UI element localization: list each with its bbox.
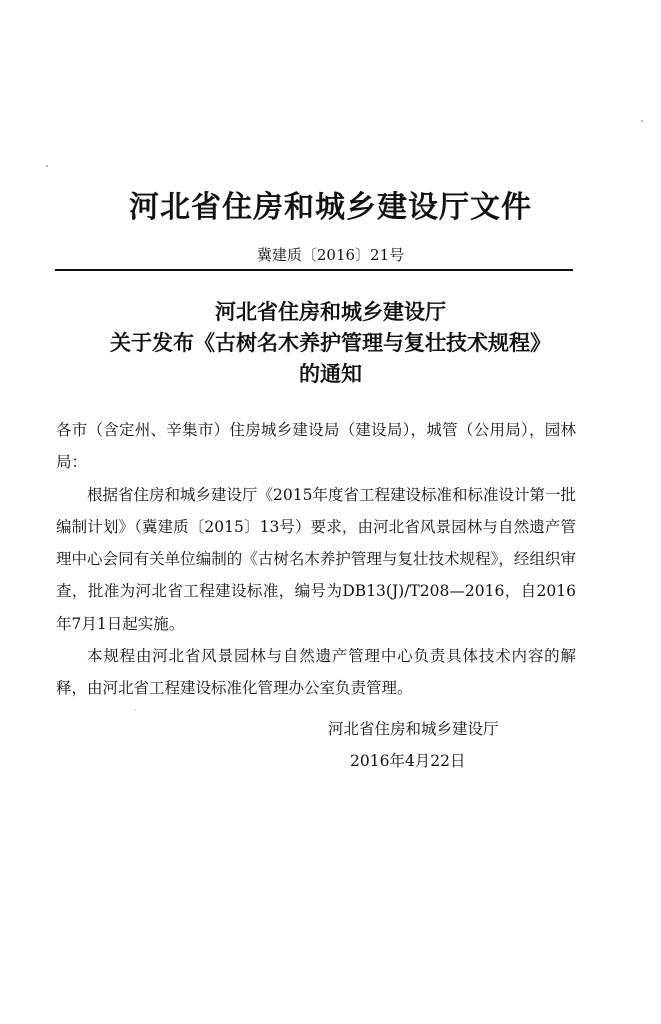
- notice-title-line: 河北省住房和城乡建设厅: [215, 300, 446, 324]
- issue-date: 2016年4月22日: [350, 752, 466, 770]
- notice-title-line: 的通知: [299, 362, 362, 386]
- body-paragraph: 本规程由河北省风景园林与自然遗产管理中心负责具体技术内容的解释，由河北省工程建设标准化管理办公室负责管理。: [56, 647, 576, 698]
- issuer-name: 河北省住房和城乡建设厅: [328, 720, 499, 738]
- notice-title-line: 关于发布《古树名木养护管理与复壮技术规程》: [110, 331, 551, 355]
- recipients-paragraph: 各市（含定州、辛集市）住房城乡建设局（建设局），城管（公用局），园林局：: [56, 421, 576, 472]
- document-number: 冀建质〔2016〕21号: [256, 246, 405, 264]
- body-paragraph: 根据省住房和城乡建设厅《2015年度省工程建设标准和标准设计第一批编制计划》（冀建质〔2015〕13号）要求，由河北省风景园林与自然遗产管理中心会同有关单位编制的《古树名木养护管理与复壮技术规程》，经组织审查，批准为河北省工程建设标准，编号为DB13(J)/T208—2016，自2016年7月1日起实施。: [56, 485, 576, 633]
- document-header-title: 河北省住房和城乡建设厅文件: [129, 190, 532, 225]
